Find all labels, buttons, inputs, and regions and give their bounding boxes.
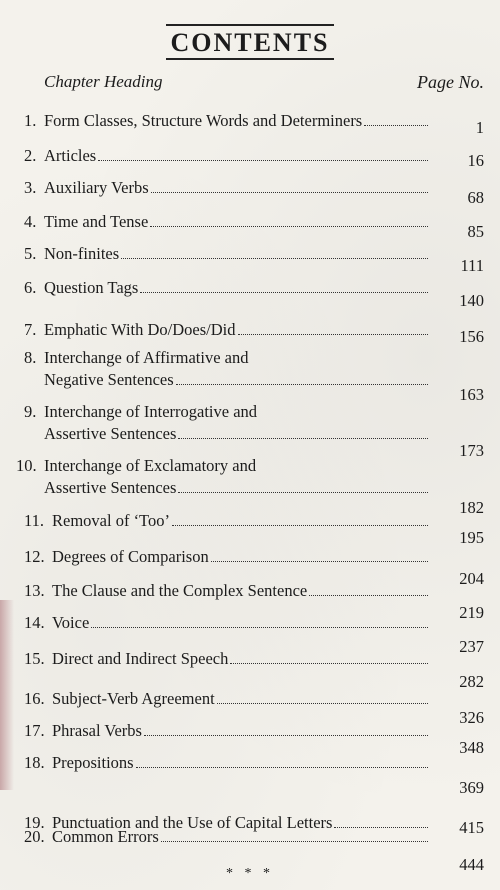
title-block (0, 24, 500, 60)
toc-entry (24, 826, 430, 848)
toc-entry (24, 243, 430, 265)
toc-entry-line (24, 145, 430, 167)
toc-entry (24, 612, 430, 634)
chapter-title: Auxiliary Verbs (44, 178, 149, 197)
toc-entry-line (24, 110, 430, 132)
page-number: 111 (460, 256, 484, 275)
dot-leader (217, 703, 428, 704)
dot-leader (150, 226, 428, 227)
chapter-number: 18. (24, 753, 45, 772)
page-number: 140 (459, 291, 484, 310)
toc-entry (24, 510, 430, 532)
page-number: 204 (459, 569, 484, 588)
page-number: 182 (459, 498, 484, 517)
toc-entry (24, 546, 430, 568)
page-number: 16 (467, 151, 484, 170)
toc-entry-line (24, 347, 430, 369)
chapter-number: 2. (24, 146, 37, 165)
chapter-number: 7. (24, 320, 37, 339)
page-number: 326 (459, 708, 484, 727)
dot-leader (151, 192, 428, 193)
toc-entry-line (24, 826, 430, 848)
chapter-title: Time and Tense (44, 212, 149, 231)
chapter-title: Interchange of Affirmative and (44, 348, 249, 367)
page-number: 444 (459, 855, 484, 874)
toc-entry-line (24, 423, 430, 445)
page-number: 85 (467, 222, 484, 241)
column-headers (44, 72, 484, 92)
toc-entry-line (16, 455, 430, 477)
chapter-title: Subject-Verb Agreement (52, 689, 215, 708)
toc-entry (24, 688, 430, 710)
page-number: 1 (475, 118, 484, 137)
dot-leader (176, 384, 428, 385)
toc-entry (24, 580, 430, 602)
dot-leader (91, 627, 428, 628)
toc-entry (24, 347, 430, 391)
chapter-title: Voice (52, 613, 90, 632)
chapter-number: 13. (24, 581, 45, 600)
chapter-title: Direct and Indirect Speech (52, 649, 229, 668)
page-number: 415 (459, 818, 484, 837)
page-no-label: Page No. (417, 72, 484, 92)
page-number: 237 (459, 637, 484, 656)
chapter-number: 19. (24, 813, 45, 832)
toc-entry (24, 110, 430, 132)
toc-entry-line (24, 369, 430, 391)
chapter-number: 11. (24, 511, 45, 530)
toc-entry-line (24, 277, 430, 299)
toc-entry (16, 455, 430, 499)
chapter-title: Interchange of Exclamatory and (44, 456, 257, 475)
chapter-heading-label: Chapter Heading (44, 72, 163, 91)
end-ornament: * * * (226, 866, 274, 881)
toc-entry (24, 211, 430, 233)
chapter-title: Removal of ‘Too’ (52, 511, 170, 530)
toc-entry-line (24, 177, 430, 199)
page-number: 369 (459, 778, 484, 797)
dot-leader (136, 767, 428, 768)
dot-leader (172, 525, 428, 526)
chapter-number: 1. (24, 111, 37, 130)
chapter-number: 20. (24, 827, 45, 846)
chapter-title-continued: Negative Sentences (44, 370, 174, 389)
chapter-title-continued: Assertive Sentences (44, 424, 177, 443)
page-number: 282 (459, 672, 484, 691)
chapter-number: 8. (24, 348, 37, 367)
chapter-title: Phrasal Verbs (52, 721, 142, 740)
toc-entry (24, 752, 430, 774)
page-number: 156 (459, 327, 484, 346)
dot-leader (230, 663, 428, 664)
chapter-number: 5. (24, 244, 37, 263)
page-edge-shadow (0, 600, 14, 790)
chapter-title: Interchange of Interrogative and (44, 402, 258, 421)
dot-leader (178, 492, 428, 493)
dot-leader (140, 292, 428, 293)
dot-leader (98, 160, 428, 161)
dot-leader (121, 258, 428, 259)
dot-leader (144, 735, 428, 736)
toc-entry (24, 319, 430, 341)
chapter-number: 12. (24, 547, 45, 566)
toc-entry-line (24, 752, 430, 774)
page-number: 68 (467, 188, 484, 207)
page-number: 195 (459, 528, 484, 547)
toc-entry-line (24, 612, 430, 634)
chapter-title: Common Errors (52, 827, 159, 846)
dot-leader (161, 841, 428, 842)
toc-entry-line (24, 243, 430, 265)
chapter-title: Emphatic With Do/Does/Did (44, 320, 236, 339)
chapter-title: Non-finites (44, 244, 120, 263)
page-number: 348 (459, 738, 484, 757)
dot-leader (364, 125, 428, 126)
dot-leader (238, 334, 428, 335)
chapter-number: 9. (24, 402, 37, 421)
toc-entry-line (16, 477, 430, 499)
chapter-title: Question Tags (44, 278, 139, 297)
dot-leader (178, 438, 428, 439)
chapter-title: The Clause and the Complex Sentence (52, 581, 308, 600)
page-title: CONTENTS (166, 24, 333, 60)
toc-entry (24, 401, 430, 445)
chapter-number: 3. (24, 178, 37, 197)
page-number: 163 (459, 385, 484, 404)
toc-entry-line (24, 319, 430, 341)
chapter-title: Degrees of Comparison (52, 547, 209, 566)
chapter-title: Punctuation and the Use of Capital Letters (52, 813, 333, 832)
chapter-title: Articles (44, 146, 97, 165)
toc-entry-line (24, 510, 430, 532)
chapter-title: Form Classes, Structure Words and Determiners (44, 111, 363, 130)
chapter-number: 4. (24, 212, 37, 231)
toc-entry (24, 277, 430, 299)
chapter-number: 10. (16, 456, 37, 475)
toc-entry-line (24, 688, 430, 710)
chapter-number: 16. (24, 689, 45, 708)
toc-entry (24, 648, 430, 670)
chapter-title-continued: Assertive Sentences (44, 478, 177, 497)
toc-entry (24, 720, 430, 742)
dot-leader (309, 595, 428, 596)
toc-entry-line (24, 580, 430, 602)
toc-entry (24, 177, 430, 199)
dot-leader (211, 561, 428, 562)
toc-entry-line (24, 648, 430, 670)
toc-entry-line (24, 546, 430, 568)
toc-entry-line (24, 720, 430, 742)
chapter-number: 17. (24, 721, 45, 740)
page-number: 219 (459, 603, 484, 622)
chapter-number: 6. (24, 278, 37, 297)
page-number: 173 (459, 441, 484, 460)
toc-entry-line (24, 401, 430, 423)
toc-entry (24, 145, 430, 167)
chapter-number: 14. (24, 613, 45, 632)
chapter-title: Prepositions (52, 753, 134, 772)
toc-entry-line (24, 211, 430, 233)
chapter-number: 15. (24, 649, 45, 668)
